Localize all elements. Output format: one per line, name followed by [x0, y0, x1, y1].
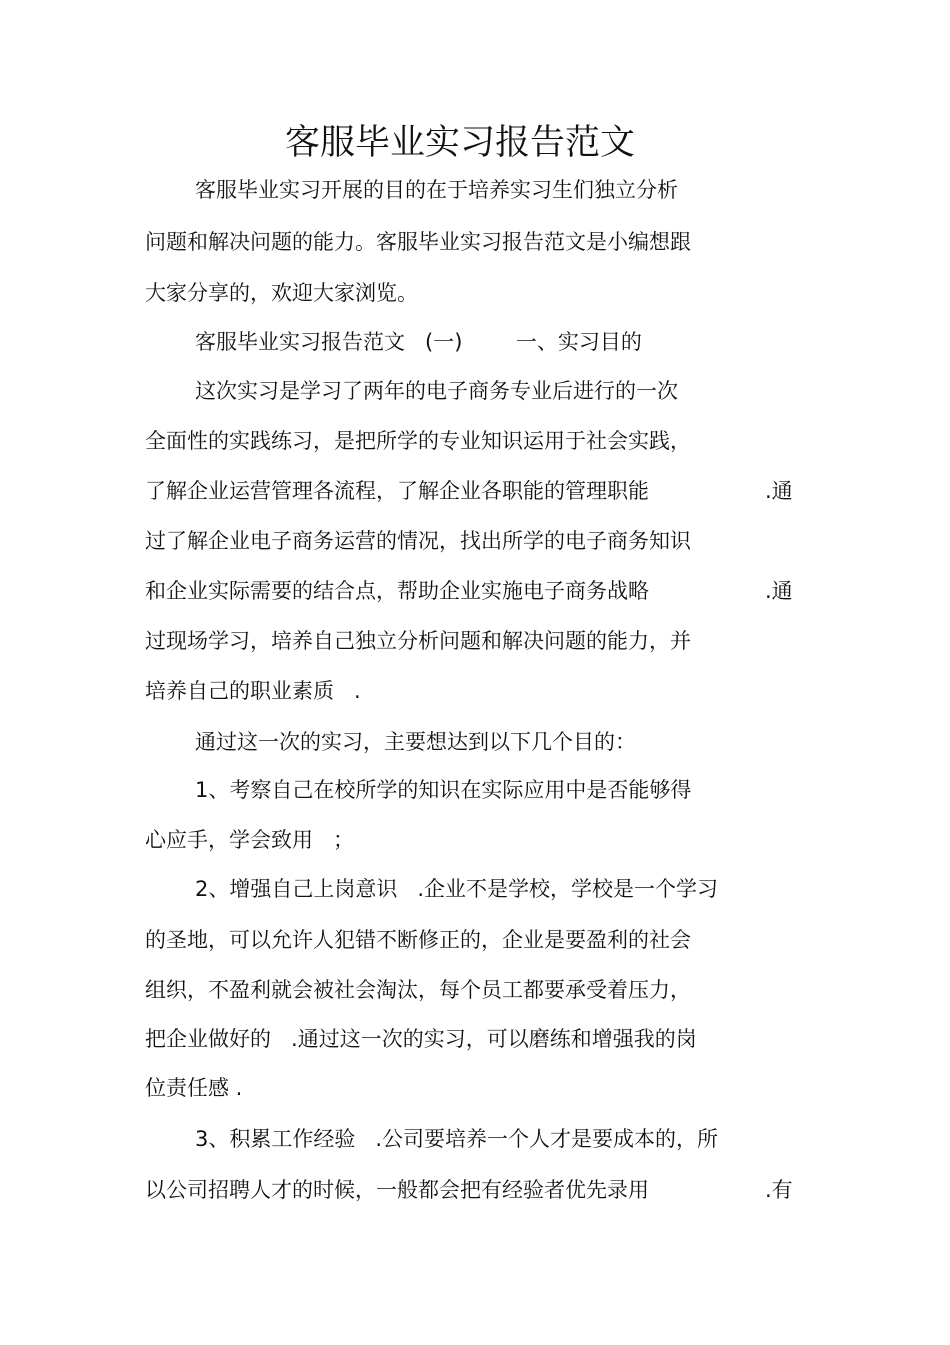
line-text: 问题和解决问题的能力。客服毕业实习报告范文是小编想跟 — [145, 230, 691, 254]
line-text: 组织，不盈利就会被社会淘汰，每个员工都要承受着压力， — [145, 978, 691, 1002]
line-text: 的圣地，可以允许人犯错不断修正的，企业是要盈利的社会 — [145, 928, 691, 952]
line-text: 客服毕业实习报告范文 (一) 一、实习目的 — [195, 330, 642, 354]
paragraph-line — [145, 820, 354, 860]
paragraph-line — [145, 671, 361, 711]
paragraph-line — [145, 1068, 242, 1108]
line-text: 1、考察自己在校所学的知识在实际应用中是否能够得 — [195, 778, 692, 802]
line-text: 2、增强自己上岗意识 .企业不是学校，学校是一个学习 — [195, 877, 719, 901]
line-text: 和企业实际需要的结合点，帮助企业实施电子商务战略 — [145, 579, 649, 603]
line-text: 过了解企业电子商务运营的情况，找出所学的电子商务知识 — [145, 529, 691, 553]
line-tail: .有 — [765, 1178, 793, 1202]
line-text: 3、积累工作经验 .公司要培养一个人才是要成本的，所 — [195, 1127, 719, 1151]
paragraph-line — [195, 869, 718, 909]
line-text: 过现场学习，培养自己独立分析问题和解决问题的能力，并 — [145, 629, 691, 653]
document-title: 客服毕业实习报告范文 — [284, 123, 635, 163]
paragraph-line — [195, 322, 642, 362]
paragraph-line — [145, 471, 793, 511]
line-text: 心应手，学会致用 ； — [145, 828, 355, 852]
paragraph-line — [145, 521, 691, 561]
paragraph-line — [145, 970, 691, 1010]
line-text: 把企业做好的 .通过这一次的实习，可以磨练和增强我的岗 — [145, 1027, 697, 1051]
line-text: 了解企业运营管理各流程，了解企业各职能的管理职能 — [145, 479, 649, 503]
paragraph-line — [145, 222, 691, 262]
paragraph-line — [145, 421, 691, 461]
line-text: 全面性的实践练习，是把所学的专业知识运用于社会实践， — [145, 429, 691, 453]
paragraph-line — [145, 273, 418, 313]
line-text: 大家分享的，欢迎大家浏览。 — [145, 281, 418, 305]
paragraph-line — [195, 770, 691, 810]
paragraph-line — [195, 722, 636, 762]
paragraph-line — [145, 621, 691, 661]
paragraph-line — [145, 1170, 793, 1210]
line-tail: .通 — [765, 579, 793, 603]
paragraph-line — [195, 170, 678, 210]
line-text: 以公司招聘人才的时候，一般都会把有经验者优先录用 — [145, 1178, 649, 1202]
paragraph-line — [195, 371, 678, 411]
line-text: 通过这一次的实习，主要想达到以下几个目的： — [195, 730, 636, 754]
paragraph-line — [145, 1019, 697, 1059]
line-text: 位责任感 . — [145, 1076, 243, 1100]
paragraph-line — [145, 920, 691, 960]
line-tail: .通 — [765, 479, 793, 503]
line-text: 客服毕业实习开展的目的在于培养实习生们独立分析 — [195, 178, 678, 202]
paragraph-line — [195, 1119, 718, 1159]
line-text: 这次实习是学习了两年的电子商务专业后进行的一次 — [195, 379, 678, 403]
line-text: 培养自己的职业素质 . — [145, 679, 361, 703]
paragraph-line — [145, 571, 793, 611]
